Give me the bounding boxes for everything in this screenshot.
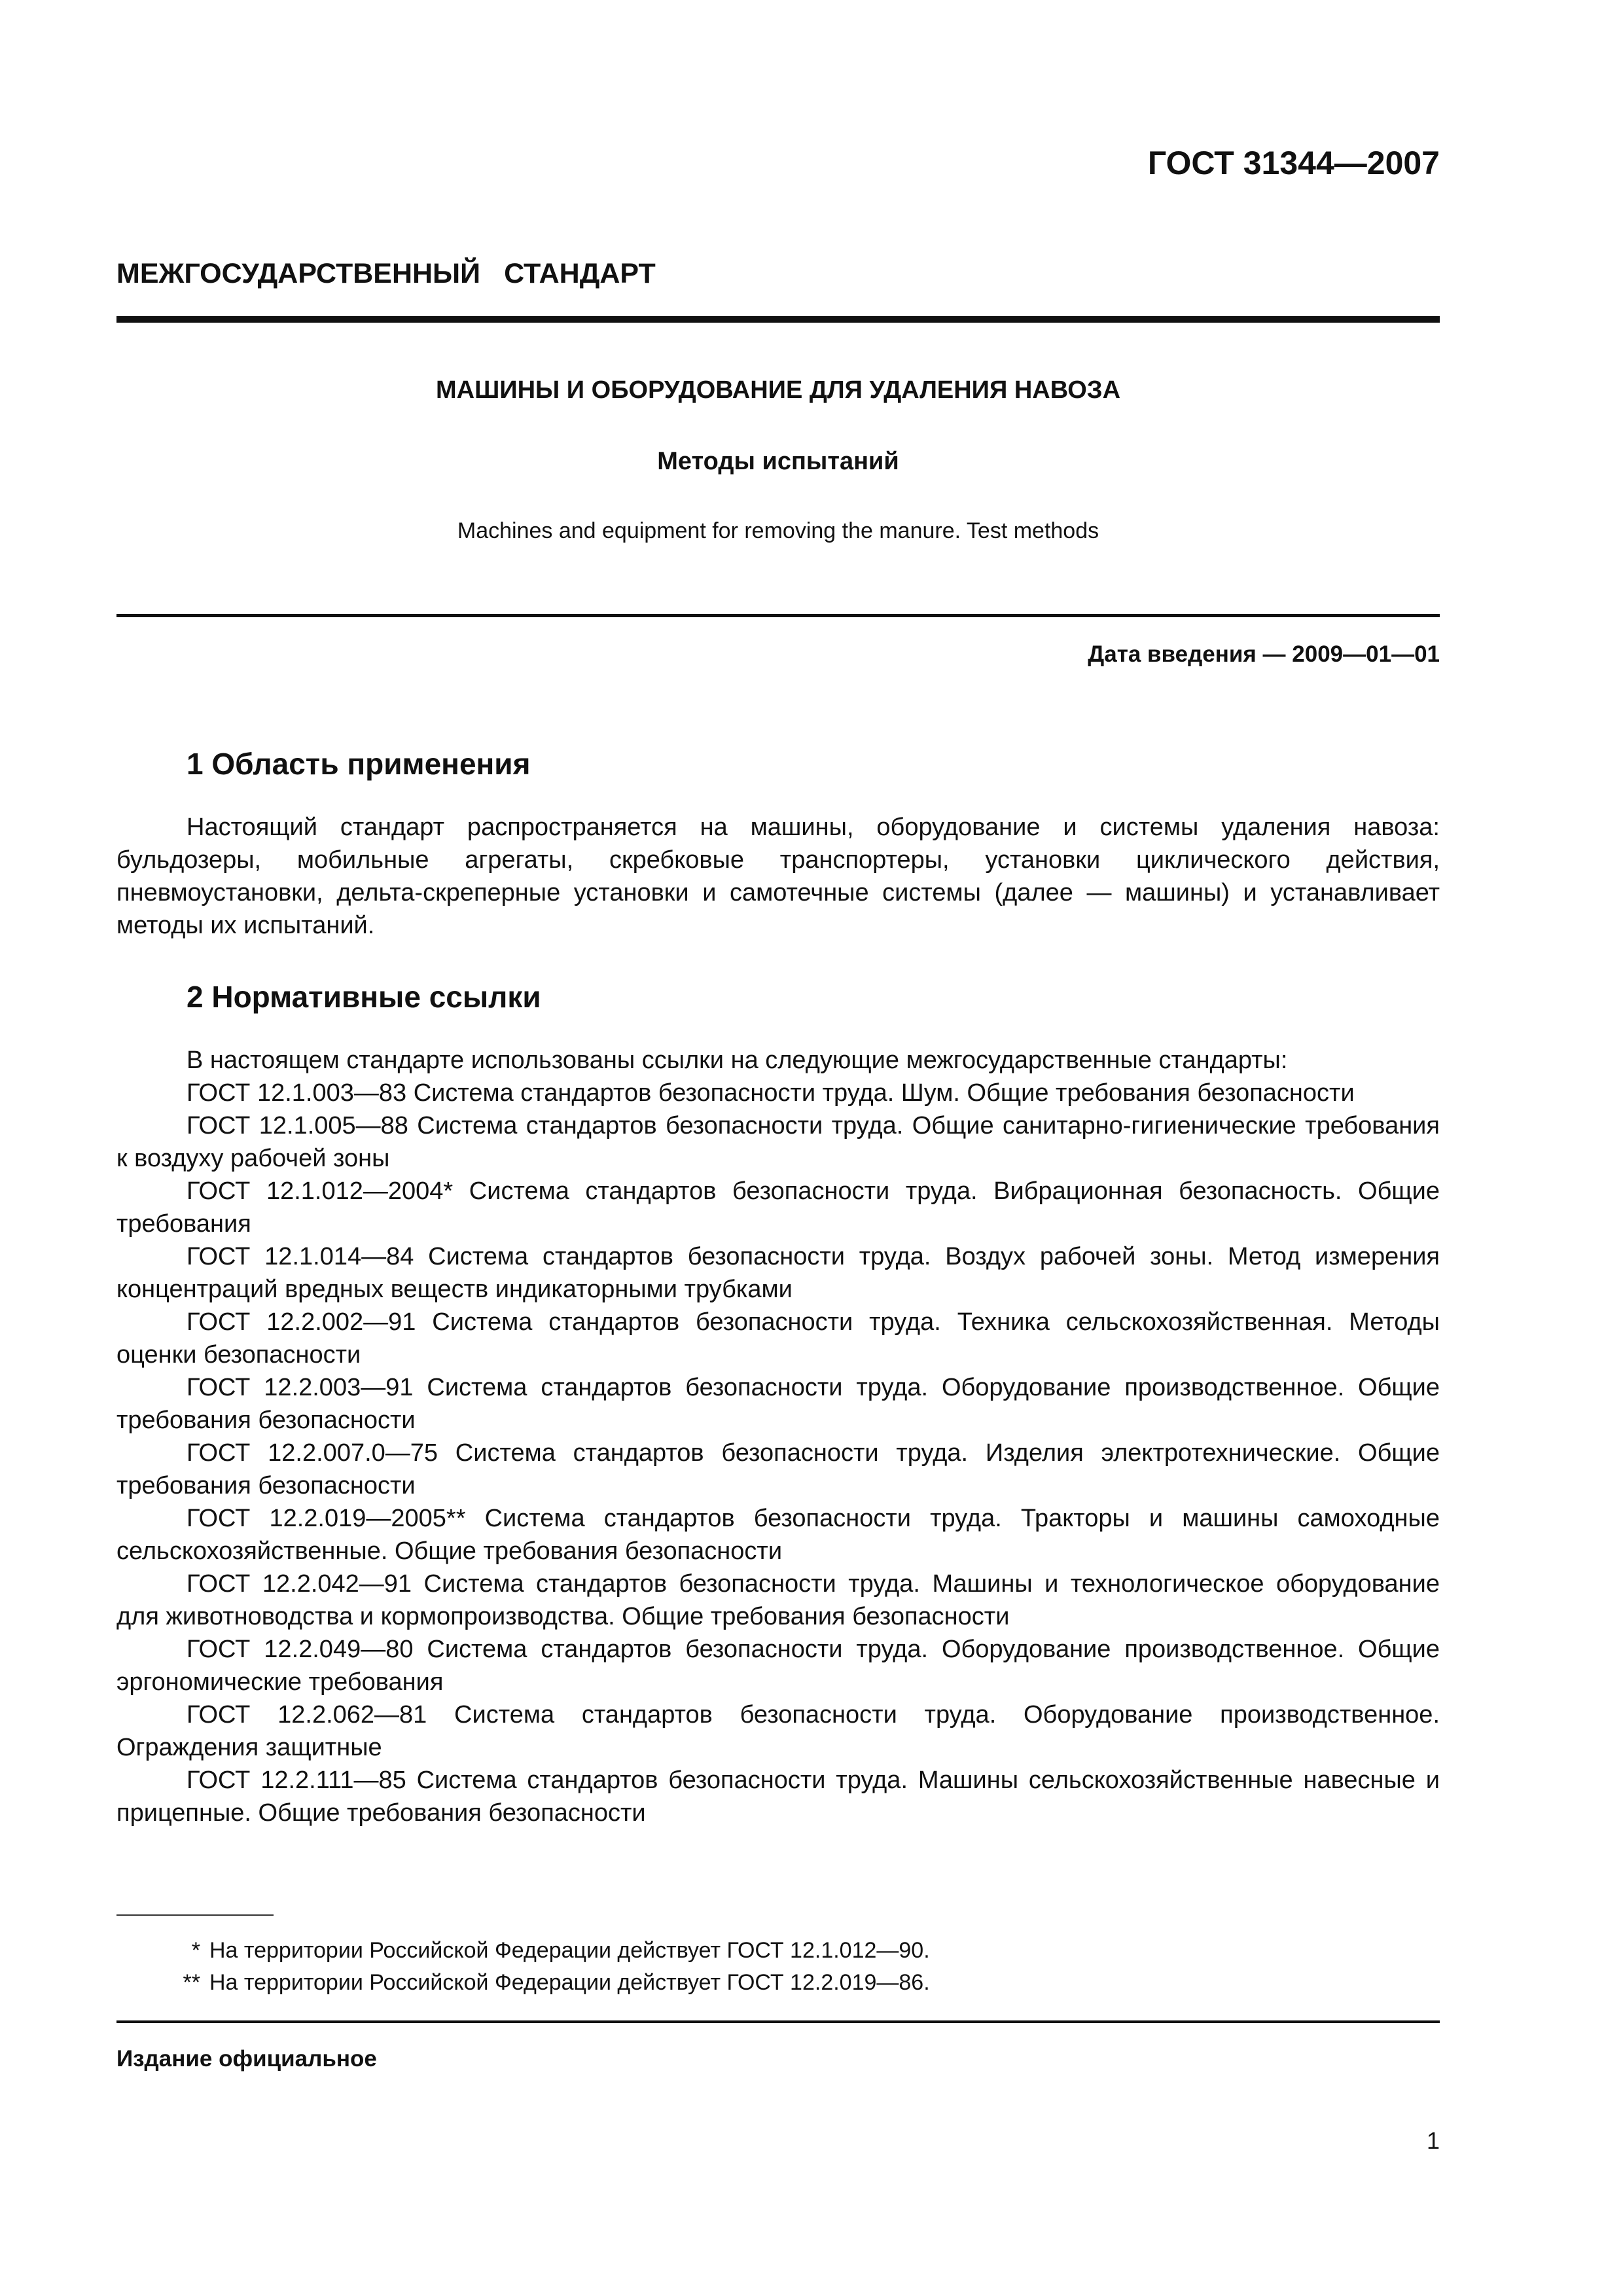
interstate-standard-banner xyxy=(116,258,1440,290)
section-1-text: Настоящий стандарт распространяется на машины, оборудование и системы удаления навоза: бульдозеры, мобильные агрегаты, скребковые транспортеры, установки циклического действия, пневмоустановки, дельта-скреперные установки и самотечные системы (далее — машины) и устанавливает методы их испытаний. xyxy=(116,814,1440,939)
banner-word-1: МЕЖГОСУДАРСТВЕННЫЙ xyxy=(116,258,481,289)
banner-word-2: СТАНДАРТ xyxy=(504,258,656,289)
top-rule xyxy=(116,316,1440,323)
document-subtitle: Методы испытаний xyxy=(657,448,899,475)
gost-number: ГОСТ 31344—2007 xyxy=(1147,145,1440,181)
page-number: 1 xyxy=(1426,2127,1440,2154)
reference-item: ГОСТ 12.2.002—91 Система стандартов безопасности труда. Техника сельскохозяйственная. Методы оценки безопасности xyxy=(116,1308,1440,1369)
reference-item: ГОСТ 12.1.005—88 Система стандартов безопасности труда. Общие санитарно-гигиенические требования к воздуху рабочей зоны xyxy=(116,1112,1440,1172)
document-body xyxy=(116,743,1440,1829)
reference-item: ГОСТ 12.1.014—84 Система стандартов безопасности труда. Воздух рабочей зоны. Метод измерения концентраций вредных веществ индикаторными трубками xyxy=(116,1243,1440,1303)
section-2-heading: 2 Нормативные ссылки xyxy=(187,980,541,1014)
reference-item: ГОСТ 12.2.111—85 Система стандартов безопасности труда. Машины сельскохозяйственные навесные и прицепные. Общие требования безопасности xyxy=(116,1767,1440,1827)
footnote xyxy=(116,1967,930,1999)
english-title: Machines and equipment for removing the manure. Test methods xyxy=(457,518,1099,543)
introduction-date: Дата введения — 2009—01—01 xyxy=(1088,641,1440,667)
reference-item: ГОСТ 12.1.003—83 Система стандартов безопасности труда. Шум. Общие требования безопасности xyxy=(187,1079,1355,1107)
footnotes xyxy=(116,1935,930,1999)
reference-item: ГОСТ 12.1.012—2004* Система стандартов безопасности труда. Вибрационная безопасность. Общие требования xyxy=(116,1177,1440,1238)
reference-item: ГОСТ 12.2.019—2005** Система стандартов безопасности труда. Тракторы и машины самоходные сельскохозяйственные. Общие требования безопасности xyxy=(116,1505,1440,1565)
reference-item: ГОСТ 12.2.003—91 Система стандартов безопасности труда. Оборудование производственное. Общие требования безопасности xyxy=(116,1374,1440,1434)
reference-item: ГОСТ 12.2.007.0—75 Система стандартов безопасности труда. Изделия электротехнические. Общие требования безопасности xyxy=(116,1439,1440,1499)
reference-item: ГОСТ 12.2.049—80 Система стандартов безопасности труда. Оборудование производственное. Общие эргономические требования xyxy=(116,1636,1440,1696)
footnote-separator xyxy=(116,1914,274,1916)
footnote-mark: * xyxy=(191,1938,200,1963)
reference-item: ГОСТ 12.2.042—91 Система стандартов безопасности труда. Машины и технологическое оборудование для животноводства и кормопроизводства. Общие требования безопасности xyxy=(116,1570,1440,1630)
document-title: МАШИНЫ И ОБОРУДОВАНИЕ ДЛЯ УДАЛЕНИЯ НАВОЗА xyxy=(435,376,1121,404)
section-2-intro: В настоящем стандарте использованы ссылки на следующие межгосударственные стандарты: xyxy=(187,1047,1288,1074)
edition-label: Издание официальное xyxy=(116,2046,377,2072)
footnote-mark: ** xyxy=(183,1970,200,1995)
reference-item: ГОСТ 12.2.062—81 Система стандартов безопасности труда. Оборудование производственное. Ограждения защитные xyxy=(116,1701,1440,1761)
footnote xyxy=(116,1935,930,1967)
bottom-rule xyxy=(116,2020,1440,2023)
footnote-text: На территории Российской Федерации действует ГОСТ 12.2.019—86. xyxy=(209,1970,930,1995)
section-1-heading: 1 Область применения xyxy=(187,747,531,781)
footnote-text: На территории Российской Федерации действует ГОСТ 12.1.012—90. xyxy=(209,1938,930,1963)
title-rule xyxy=(116,614,1440,617)
